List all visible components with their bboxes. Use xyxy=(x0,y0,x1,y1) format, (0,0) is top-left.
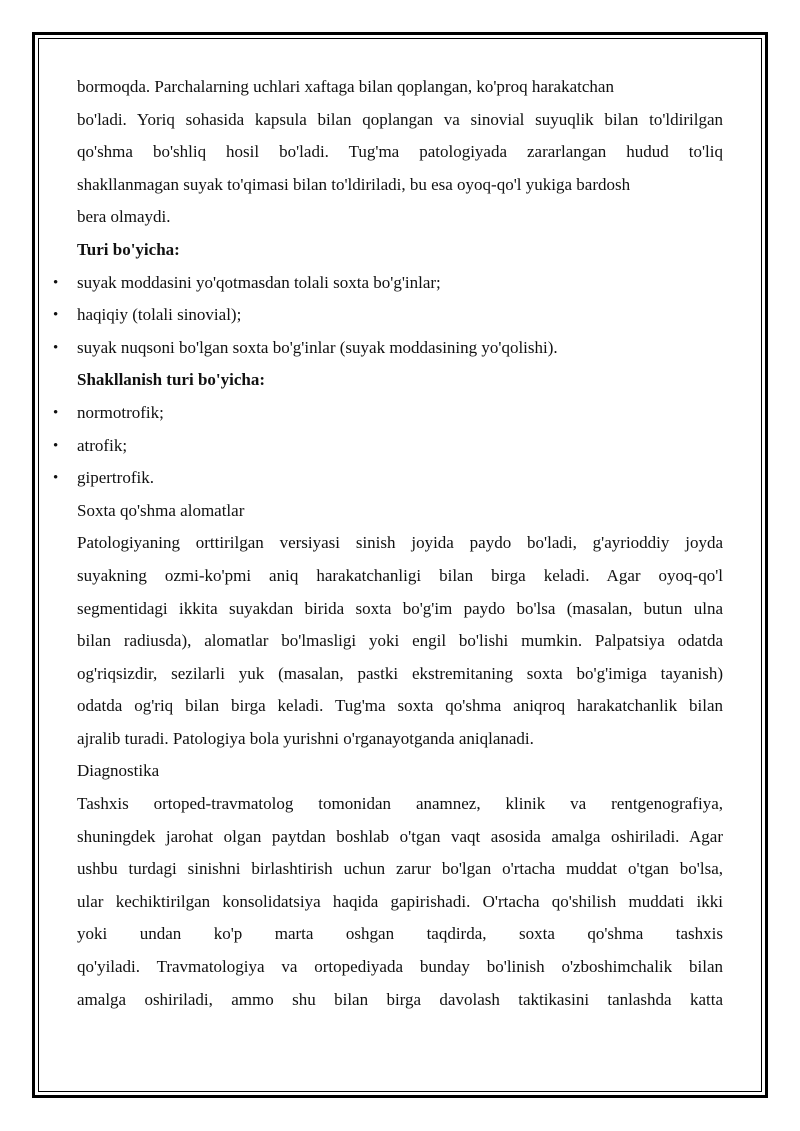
list-item xyxy=(53,462,723,495)
section-heading: Diagnostika xyxy=(77,761,160,781)
list-item-text: normotrofik; xyxy=(77,402,164,422)
list-item-text: atrofik; xyxy=(77,435,128,455)
bullet-icon: • xyxy=(53,307,59,324)
paragraph-line: ajralib turadi. Patologiya bola yurishni o'rganayotganda aniqlanadi. xyxy=(77,728,534,748)
list-item-text: suyak moddasini yo'qotmasdan tolali soxta bo'g'inlar; xyxy=(77,272,441,292)
bullet-icon: • xyxy=(53,470,59,487)
paragraph-line: shakllanmagan suyak to'qimasi bilan to'ldiriladi, bu esa oyoq-qo'l yukiga bardosh xyxy=(77,174,631,194)
bullet-icon: • xyxy=(53,404,59,421)
bullet-icon: • xyxy=(53,274,59,291)
section-heading: Soxta qo'shma alomatlar xyxy=(77,500,245,520)
paragraph-line: shuningdek jarohat olgan paytdan boshlab o'tgan vaqt asosida amalga oshiriladi. Agar xyxy=(77,826,723,846)
paragraph-line: ular kechiktirilgan konsolidatsiya haqida gapirishadi. O'rtacha qo'shilish muddati ikki xyxy=(77,891,723,911)
paragraph-line: segmentidagi ikkita suyakdan birida soxta bo'g'im paydo bo'lsa (masalan, butun ulna xyxy=(77,598,723,618)
paragraph-line: og'riqsizdir, sezilarli yuk (masalan, pastki ekstremitaning soxta bo'g'imiga tayanish) xyxy=(77,663,723,683)
paragraph-line: bera olmaydi. xyxy=(77,207,171,227)
paragraph-line: bo'ladi. Yoriq sohasida kapsula bilan qoplangan va sinovial suyuqlik bilan to'ldirilgan xyxy=(77,109,723,129)
paragraph-line: qo'yiladi. Travmatologiya va ortopediyada bunday bo'linish o'zboshimchalik bilan xyxy=(77,957,723,977)
paragraph-line: amalga oshiriladi, ammo shu bilan birga davolash taktikasini tanlashda katta xyxy=(77,989,723,1009)
paragraph-line: odatda og'riq bilan birga keladi. Tug'ma soxta qo'shma aniqroq harakatchanlik bilan xyxy=(77,696,723,716)
list-item-text: gipertrofik. xyxy=(77,468,154,488)
list-item-text: suyak nuqsoni bo'lgan soxta bo'g'inlar (suyak moddasining yo'qolishi). xyxy=(77,337,558,357)
list-item xyxy=(53,299,723,332)
list-item xyxy=(53,332,723,365)
list-item xyxy=(53,430,723,463)
paragraph-line: qo'shma bo'shliq hosil bo'ladi. Tug'ma patologiyada zararlangan hudud to'liq xyxy=(77,142,723,162)
bullet-icon: • xyxy=(53,339,59,356)
paragraph-line: yoki undan ko'p marta oshgan taqdirda, soxta qo'shma tashxis xyxy=(77,924,723,944)
page-body xyxy=(53,71,723,1016)
paragraph-line: Patologiyaning orttirilgan versiyasi sinish joyida paydo bo'ladi, g'ayrioddiy joyda xyxy=(77,533,723,553)
paragraph-line: bilan radiusda), alomatlar bo'lmasligi yoki engil bo'lishi mumkin. Palpatsiya odatda xyxy=(77,631,723,651)
section-heading: Turi bo'yicha: xyxy=(77,239,180,259)
list-item xyxy=(53,397,723,430)
paragraph-line: bormoqda. Parchalarning uchlari xaftaga bilan qoplangan, ko'proq harakatchan xyxy=(77,77,614,96)
list-item-text: haqiqiy (tolali sinovial); xyxy=(77,305,242,325)
paragraph-line: suyakning ozmi-ko'pmi aniq harakatchanligi bilan birga keladi. Agar oyoq-qo'l xyxy=(77,565,723,585)
paragraph-line: Tashxis ortoped-travmatolog tomonidan anamnez, klinik va rentgenografiya, xyxy=(77,794,723,814)
list-item xyxy=(53,267,723,300)
section-heading: Shakllanish turi bo'yicha: xyxy=(77,370,266,390)
bullet-icon: • xyxy=(53,437,59,454)
paragraph-line: ushbu turdagi sinishni birlashtirish uchun zarur bo'lgan o'rtacha muddat o'tgan bo'lsa, xyxy=(77,859,723,879)
